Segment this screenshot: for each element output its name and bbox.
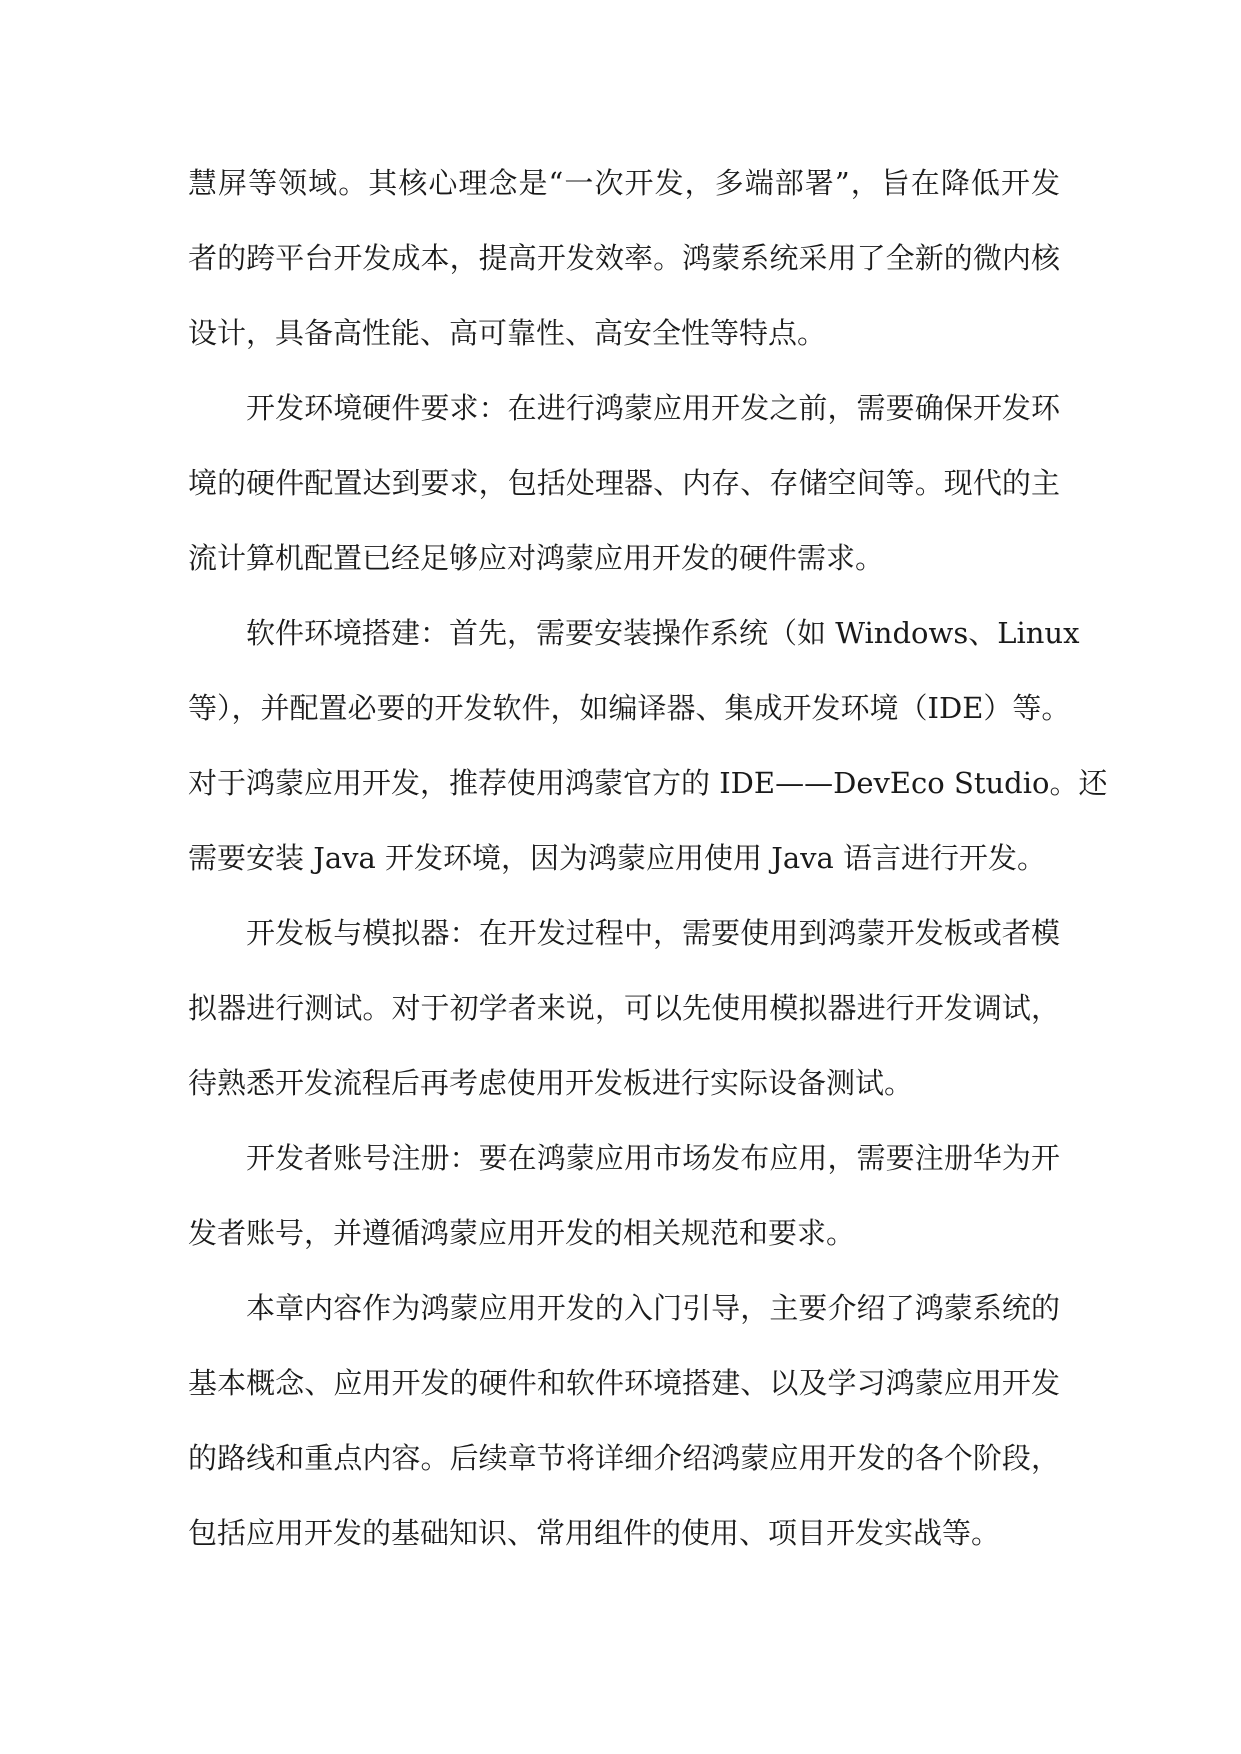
text-line: 等），并配置必要的开发软件，如编译器、集成开发环境（IDE）等。 bbox=[188, 691, 1071, 725]
text-line: 设计，具备高性能、高可靠性、高安全性等特点。 bbox=[188, 316, 827, 350]
text-line: 流计算机配置已经足够应对鸿蒙应用开发的硬件需求。 bbox=[188, 541, 885, 575]
text-line: 拟器进行测试。对于初学者来说，可以先使用模拟器进行开发调试， bbox=[188, 991, 1060, 1025]
paragraph-chapter-summary bbox=[188, 1271, 1060, 1571]
paragraph-hardware-requirements bbox=[188, 371, 1060, 596]
text-line: 软件环境搭建：首先，需要安装操作系统（如 Windows、Linux bbox=[246, 616, 1080, 650]
text-line: 者的跨平台开发成本，提高开发效率。鸿蒙系统采用了全新的微内核 bbox=[188, 241, 1060, 275]
body-text bbox=[188, 146, 1108, 1571]
text-line: 本章内容作为鸿蒙应用开发的入门引导，主要介绍了鸿蒙系统的 bbox=[246, 1291, 1060, 1325]
text-line: 包括应用开发的基础知识、常用组件的使用、项目开发实战等。 bbox=[188, 1516, 1001, 1550]
text-line: 对于鸿蒙应用开发，推荐使用鸿蒙官方的 IDE——DevEco Studio。还 bbox=[188, 766, 1108, 800]
text-line: 开发环境硬件要求：在进行鸿蒙应用开发之前，需要确保开发环 bbox=[246, 391, 1060, 425]
paragraph-software-setup bbox=[188, 596, 1108, 896]
text-line: 开发板与模拟器：在开发过程中，需要使用到鸿蒙开发板或者模 bbox=[246, 916, 1060, 950]
text-line: 需要安装 Java 开发环境，因为鸿蒙应用使用 Java 语言进行开发。 bbox=[188, 841, 1047, 875]
paragraph-developer-account bbox=[188, 1121, 1060, 1271]
text-line: 待熟悉开发流程后再考虑使用开发板进行实际设备测试。 bbox=[188, 1066, 914, 1100]
text-line: 境的硬件配置达到要求，包括处理器、内存、存储空间等。现代的主 bbox=[188, 466, 1060, 500]
text-line: 的路线和重点内容。后续章节将详细介绍鸿蒙应用开发的各个阶段， bbox=[188, 1441, 1060, 1475]
paragraph-dev-board-emulator bbox=[188, 896, 1060, 1121]
text-line: 开发者账号注册：要在鸿蒙应用市场发布应用，需要注册华为开 bbox=[246, 1141, 1060, 1175]
text-line: 发者账号，并遵循鸿蒙应用开发的相关规范和要求。 bbox=[188, 1216, 856, 1250]
text-line: 慧屏等领域。其核心理念是“一次开发，多端部署”，旨在降低开发 bbox=[188, 166, 1060, 200]
text-line: 基本概念、应用开发的硬件和软件环境搭建、以及学习鸿蒙应用开发 bbox=[188, 1366, 1060, 1400]
paragraph-intro-continuation bbox=[188, 146, 1060, 371]
